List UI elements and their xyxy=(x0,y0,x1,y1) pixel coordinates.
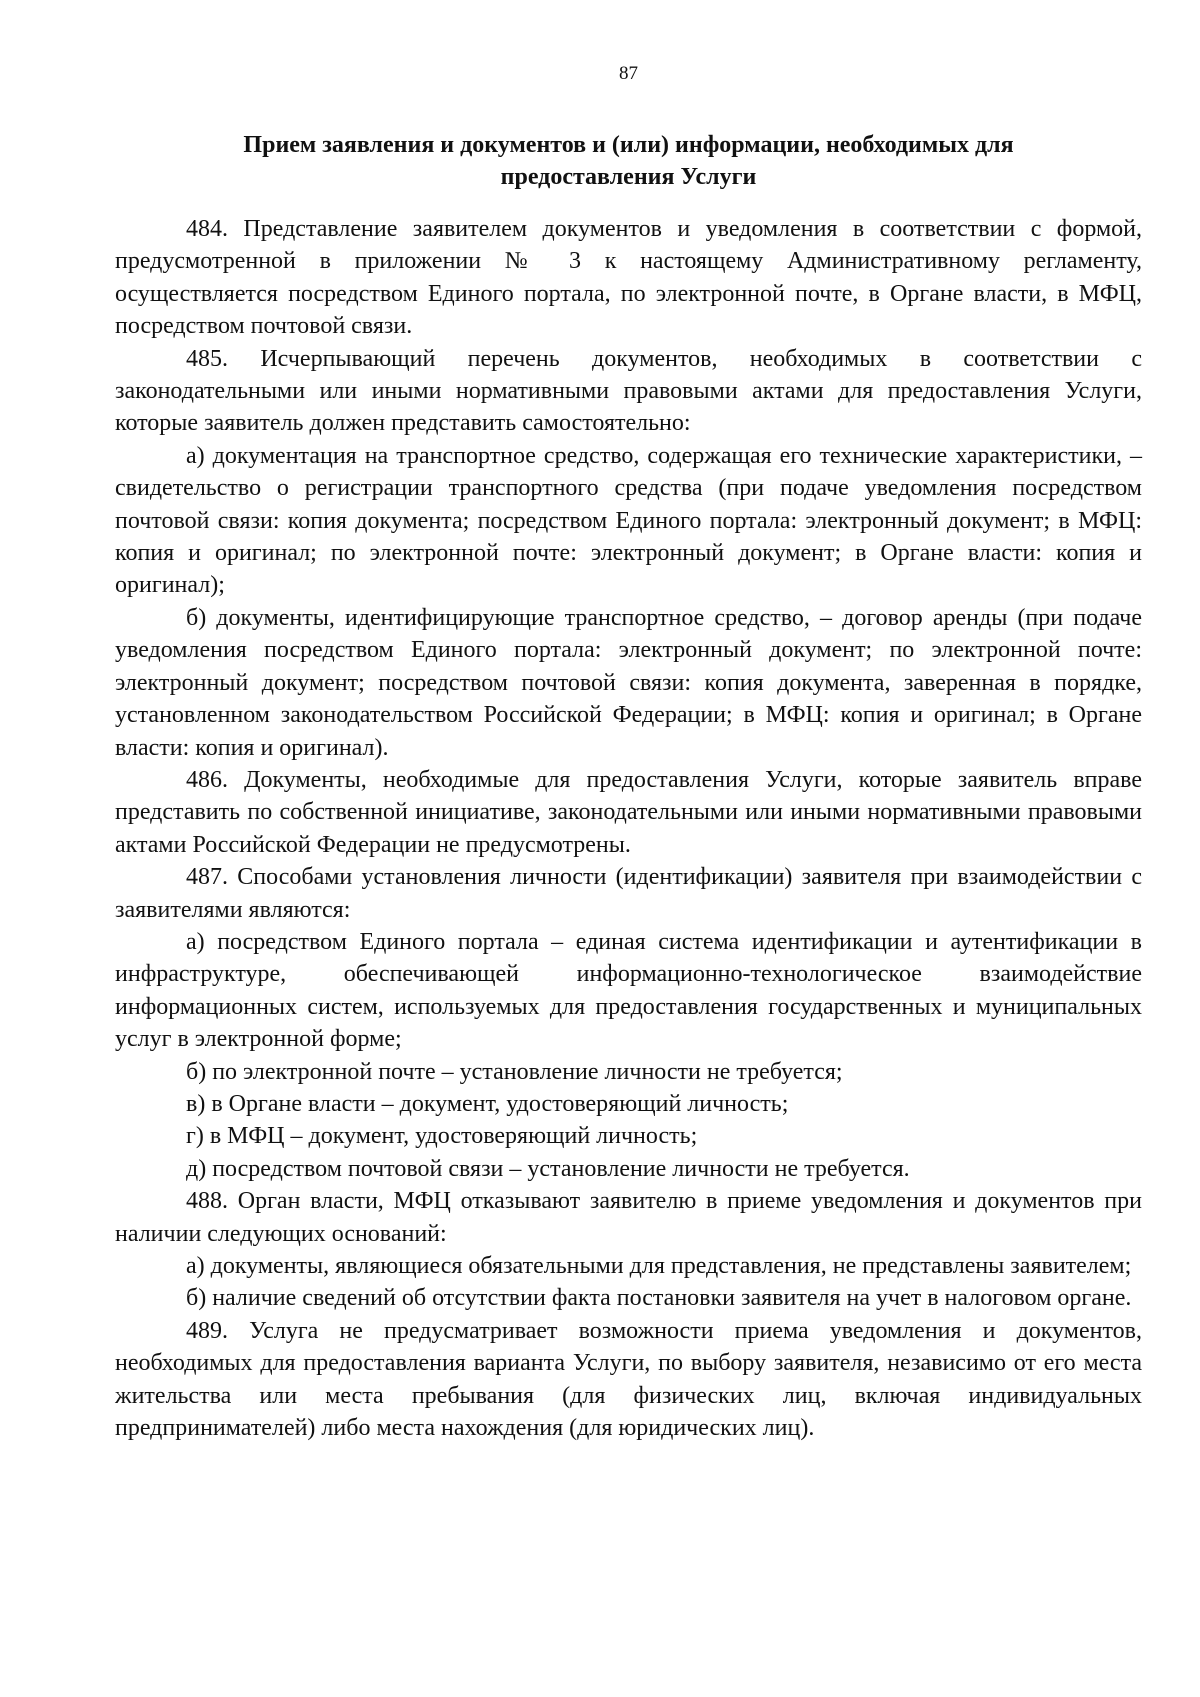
section-title-line-1: Прием заявления и документов и (или) информации, необходимых для xyxy=(243,132,1014,158)
paragraph-488-b: б) наличие сведений об отсутствии факта постановки заявителя на учет в налоговом органе. xyxy=(186,1285,1132,1312)
section-title xyxy=(115,129,1142,193)
page-number: 87 xyxy=(619,63,638,84)
paragraph-487-d: д) посредством почтовой связи – установление личности не требуется. xyxy=(186,1155,910,1182)
paragraph-488-a: а) документы, являющиеся обязательными для представления, не представлены заявителем; xyxy=(186,1253,1132,1279)
section-title-line-2: предоставления Услуги xyxy=(500,164,757,190)
paragraph-485: 485. Исчерпывающий перечень документов, необходимых в соответствии с законодательными или иными нормативными правовыми актами для предоставления Услуги, которые заявитель должен представить самостоятельно: xyxy=(115,345,1142,437)
paragraph-487: 487. Способами установления личности (идентификации) заявителя при взаимодействии с заявителями являются: xyxy=(115,864,1142,923)
paragraph-485-a: а) документация на транспортное средство, содержащая его технические характеристики, – свидетельство о регистрации транспортного средства (при подаче уведомления посредством почтовой связи: копия документа; посредством Единого портала: электронный документ; в МФЦ: копия и оригинал; по электронной почте: электронный документ; в Органе власти: копия и оригинал); xyxy=(115,442,1142,599)
paragraph-484: 484. Представление заявителем документов и уведомления в соответствии с формой, предусмотренной в приложении № 3 к настоящему Административному регламенту, осуществляется посредством Единого портала, по электронной почте, в Органе власти, в МФЦ, посредством почтовой связи. xyxy=(115,216,1142,340)
paragraph-487-v: в) в Органе власти – документ, удостоверяющий личность; xyxy=(186,1090,789,1117)
paragraph-487-a: а) посредством Единого портала – единая система идентификации и аутентификации в инфраструктуре, обеспечивающей информационно-технологическое взаимодействие информационных систем, используемых для предоставления государственных и муниципальных услуг в электронной форме; xyxy=(115,928,1142,1053)
paragraph-489: 489. Услуга не предусматривает возможности приема уведомления и документов, необходимых для предоставления варианта Услуги, по выбору заявителя, независимо от его места жительства или места пребывания (для физических лиц, включая индивидуальных предпринимателей) либо места нахождения (для юридических лиц). xyxy=(115,1317,1142,1442)
paragraph-487-g: г) в МФЦ – документ, удостоверяющий личность; xyxy=(186,1123,698,1150)
document-page xyxy=(115,62,1142,1444)
document-body xyxy=(115,213,1142,1444)
paragraph-488: 488. Орган власти, МФЦ отказывают заявителю в приеме уведомления и документов при наличии следующих оснований: xyxy=(115,1188,1142,1247)
paragraph-487-b: б) по электронной почте – установление личности не требуется; xyxy=(186,1058,843,1085)
paragraph-486: 486. Документы, необходимые для предоставления Услуги, которые заявитель вправе представить по собственной инициативе, законодательными или иными нормативными правовыми актами Российской Федерации не предусмотрены. xyxy=(115,766,1142,858)
paragraph-485-b: б) документы, идентифицирующие транспортное средство, – договор аренды (при подаче уведомления посредством Единого портала: электронный документ; по электронной почте: электронный документ; посредством почтовой связи: копия документа, заверенная в порядке, установленном законодательством Российской Федерации; в МФЦ: копия и оригинал; в Органе власти: копия и оригинал). xyxy=(115,604,1142,761)
